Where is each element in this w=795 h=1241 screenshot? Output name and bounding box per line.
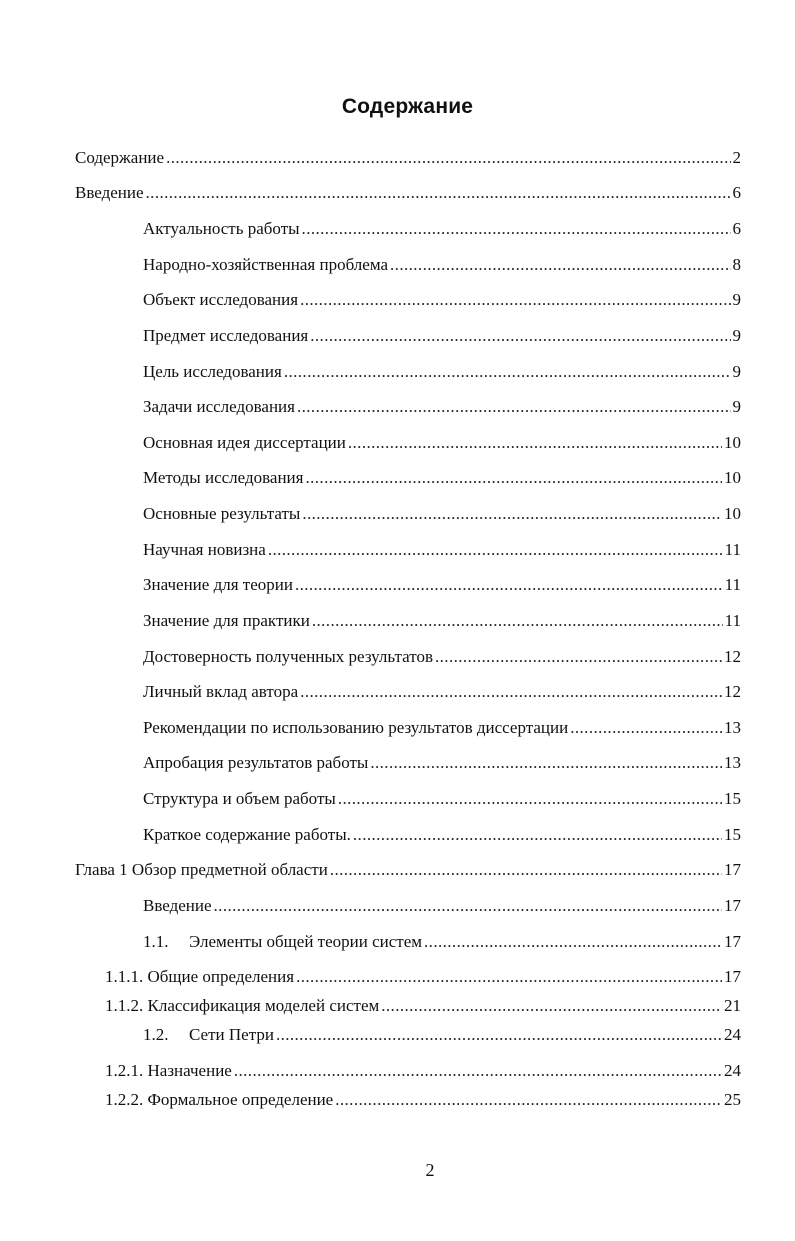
toc-entry-page: 17 [724, 932, 741, 951]
toc-entry-title: Апробация результатов работы [143, 753, 369, 772]
toc-entry-page: 2 [732, 148, 741, 167]
toc-entry-structure[interactable] [143, 788, 741, 810]
toc-entry-contents[interactable] [75, 147, 741, 169]
toc-entry-main-results[interactable] [143, 503, 741, 525]
toc-entry-chapter-1-introduction[interactable] [143, 895, 741, 917]
toc-entry-page: 10 [724, 433, 741, 452]
toc-entry-page: 25 [724, 1090, 741, 1109]
toc-entry-page: 15 [724, 789, 741, 808]
toc-entry-research-subject[interactable] [143, 325, 741, 347]
toc-leader [297, 396, 731, 418]
toc-entry-title: Глава 1 Обзор предметной области [75, 860, 328, 879]
toc-entry-title: 1.2.1. Назначение [105, 1061, 232, 1080]
toc-entry-title: Задачи исследования [143, 397, 295, 416]
section-number: 1.1. [143, 932, 169, 951]
toc-entry-page: 15 [724, 825, 741, 844]
toc-leader [284, 361, 731, 383]
toc-entry-title: Достоверность полученных результатов [143, 647, 433, 666]
toc-entry-page: 9 [732, 290, 741, 309]
toc-entry-page: 17 [724, 896, 741, 915]
toc-leader [390, 254, 730, 276]
toc-leader [296, 966, 722, 988]
toc-leader [276, 1024, 722, 1046]
toc-entry-page: 12 [724, 682, 741, 701]
toc-entry-title: Краткое содержание работы. [143, 825, 351, 844]
toc-leader [268, 539, 723, 561]
toc-entry-author-contribution[interactable] [143, 681, 741, 703]
toc-entry-title: Введение [75, 183, 144, 202]
toc-entry-page: 11 [724, 575, 741, 594]
toc-entry-title: Предмет исследования [143, 326, 309, 345]
toc-leader [305, 467, 722, 489]
toc-entry-title: Содержание [75, 148, 165, 167]
toc-leader [353, 824, 722, 846]
toc-leader [302, 218, 731, 240]
toc-leader [234, 1060, 722, 1082]
toc-entry-page: 10 [724, 504, 741, 523]
toc-entry-page: 10 [724, 468, 741, 487]
toc-entry-economic-problem[interactable] [143, 254, 741, 276]
toc-leader [295, 574, 723, 596]
toc-leader [335, 1089, 722, 1111]
toc-leader [146, 182, 731, 204]
toc-entry-page: 11 [724, 611, 741, 630]
toc-entry-page: 11 [724, 540, 741, 559]
toc-leader [330, 859, 722, 881]
toc-entry-novelty[interactable] [143, 539, 741, 561]
toc-entry-page: 24 [724, 1061, 741, 1080]
page-number: 2 [425, 1160, 435, 1180]
toc-entry-title: 1.1.1. Общие определения [105, 967, 295, 986]
toc-entry-page: 8 [732, 255, 741, 274]
toc-entry-research-methods[interactable] [143, 467, 741, 489]
toc-entry-chapter-1[interactable] [75, 859, 741, 881]
toc-entry-title: Рекомендации по использованию результатов диссертации [143, 718, 569, 737]
toc-entry-title: 1.1.2. Классификация моделей систем [105, 996, 380, 1015]
toc-leader [214, 895, 722, 917]
toc-entry-page: 6 [732, 219, 741, 238]
toc-entry-recommendations[interactable] [143, 717, 741, 739]
toc-entry-approbation[interactable] [143, 752, 741, 774]
toc-leader [302, 503, 722, 525]
toc-entry-page: 9 [732, 397, 741, 416]
toc-entry-title: Основные результаты [143, 504, 301, 523]
toc-entry-theoretical-value[interactable] [143, 574, 741, 596]
toc-entry-title: Значение для теории [143, 575, 293, 594]
section-title: Сети Петри [189, 1025, 274, 1044]
toc-entry-section-1-2-1[interactable] [105, 1060, 741, 1082]
toc-entry-title: Объект исследования [143, 290, 299, 309]
toc-leader [424, 931, 722, 953]
toc-entry-section-1-2-2[interactable] [105, 1089, 741, 1111]
toc-entry-page: 6 [732, 183, 741, 202]
toc-entry-section-1-1-1[interactable] [105, 966, 741, 988]
toc-leader [435, 646, 722, 668]
toc-entry-title [143, 1024, 274, 1046]
toc-leader [310, 325, 730, 347]
toc-entry-summary[interactable] [143, 824, 741, 846]
toc-entry-title: Научная новизна [143, 540, 266, 559]
toc-entry-title: Личный вклад автора [143, 682, 299, 701]
toc-leader [300, 681, 722, 703]
toc-entry-practical-value[interactable] [143, 610, 741, 632]
toc-entry-title: Введение [143, 896, 212, 915]
toc-entry-title: Структура и объем работы [143, 789, 336, 808]
toc-entry-title: Основная идея диссертации [143, 433, 346, 452]
toc-entry-section-1-2[interactable] [143, 1024, 741, 1046]
section-number: 1.2. [143, 1025, 169, 1044]
toc-leader [381, 995, 722, 1017]
toc-entry-title: Значение для практики [143, 611, 310, 630]
toc-entry-title: Народно-хозяйственная проблема [143, 255, 389, 274]
toc-entry-page: 17 [724, 967, 741, 986]
page-title: Содержание [341, 95, 474, 118]
toc-entry-introduction[interactable] [75, 182, 741, 204]
toc-leader [570, 717, 722, 739]
toc-entry-section-1-1-2[interactable] [105, 995, 741, 1017]
toc-entry-relevance[interactable] [143, 218, 741, 240]
toc-leader [348, 432, 722, 454]
toc-entry-page: 13 [724, 718, 741, 737]
toc-entry-title: Актуальность работы [143, 219, 300, 238]
toc-entry-title: Методы исследования [143, 468, 304, 487]
toc-entry-research-tasks[interactable] [143, 396, 741, 418]
toc-entry-page: 17 [724, 860, 741, 879]
toc-entry-page: 21 [724, 996, 741, 1015]
toc-entry-page: 12 [724, 647, 741, 666]
toc-leader [338, 788, 722, 810]
toc-entry-reliability[interactable] [143, 646, 741, 668]
toc-entry-title: 1.2.2. Формальное определение [105, 1090, 334, 1109]
toc-entry-research-object[interactable] [143, 289, 741, 311]
toc-entry-title: Цель исследования [143, 362, 282, 381]
toc-entry-page: 9 [732, 326, 741, 345]
toc-leader [300, 289, 730, 311]
toc-entry-main-idea[interactable] [143, 432, 741, 454]
toc-entry-page: 24 [724, 1025, 741, 1044]
toc-entry-title [143, 931, 422, 953]
toc-entry-research-goal[interactable] [143, 361, 741, 383]
toc-entry-page: 9 [732, 362, 741, 381]
toc-leader [370, 752, 722, 774]
toc-entry-page: 13 [724, 753, 741, 772]
toc-leader [312, 610, 723, 632]
section-title: Элементы общей теории систем [189, 932, 423, 951]
toc-entry-section-1-1[interactable] [143, 931, 741, 953]
toc-leader [166, 147, 730, 169]
